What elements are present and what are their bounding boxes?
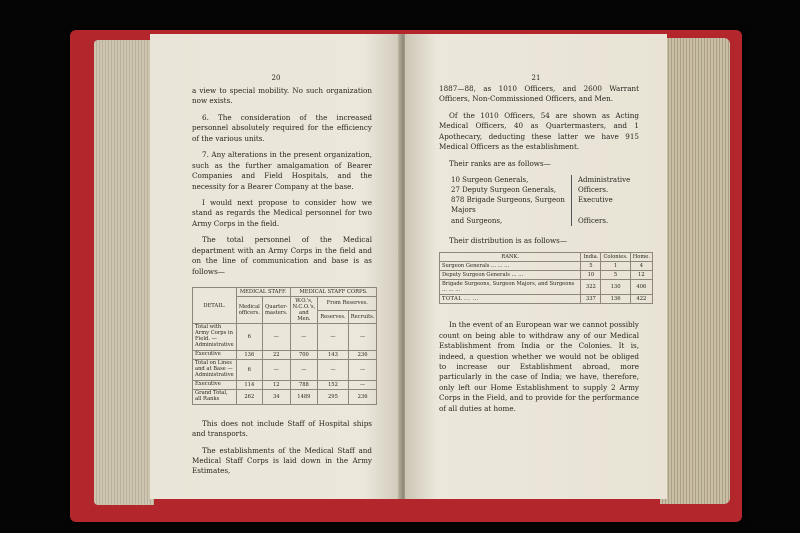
cell: 422 xyxy=(630,295,652,304)
table-row xyxy=(440,271,653,280)
cell: 4 xyxy=(630,262,652,271)
cell: — xyxy=(290,324,318,351)
paragraph: Of the 1010 Officers, 54 are shown as Acting Medical Officers, 40 as Quartermasters, and 1 Apothecary, deducting these latter we have 915 Medical Officers as the establishment. xyxy=(439,110,639,152)
list-item xyxy=(451,195,639,215)
ranks-list xyxy=(451,175,639,226)
row-label: Surgeon Generals ... ... ... xyxy=(440,262,581,271)
row-label: Deputy Surgeon Generals ... ... xyxy=(440,271,581,280)
rank-group: Officers. xyxy=(571,185,608,195)
header-rank: RANK. xyxy=(440,253,581,262)
table-row xyxy=(193,350,377,359)
row-label: Executive xyxy=(193,350,237,359)
rank-group: Officers. xyxy=(571,216,608,226)
rank-group: Executive xyxy=(571,195,613,215)
cell: — xyxy=(318,324,349,351)
paragraph: Their ranks are as follows— xyxy=(449,158,551,168)
cell: 1 xyxy=(601,262,630,271)
cell: 295 xyxy=(318,389,349,404)
cell: 12 xyxy=(630,271,652,280)
cell: 337 xyxy=(581,295,601,304)
paragraph: The total personnel of the Medical department with an Army Corps in the field and on the line of communication and base is as follows— xyxy=(192,235,372,276)
header-medical-staff: MEDICAL STAFF. xyxy=(236,288,290,297)
cell: 788 xyxy=(290,380,318,389)
header-india: India. xyxy=(581,253,601,262)
header-home: Home. xyxy=(630,253,652,262)
cell: 143 xyxy=(318,350,349,359)
header-colonies: Colonies. xyxy=(601,253,630,262)
header-medical-staff-corps: MEDICAL STAFF CORPS. xyxy=(290,288,377,297)
row-label: Total with Army Corps in Field. — Administrative xyxy=(193,324,237,351)
page-number-left: 20 xyxy=(271,74,281,82)
table-row-total xyxy=(440,295,653,304)
cell: — xyxy=(348,359,377,380)
row-label: Executive xyxy=(193,380,237,389)
left-page xyxy=(150,34,402,499)
paragraph: In the event of an European war we cannot possibly count on being able to withdraw any of our Medical Establishment from India or the Colonies. It is, indeed, a question whether we would not be obliged to increase our Establishment abroad, more particularly in the case of India; we have, therefore, only left our Home Establishment to supply 2 Army Corps in the Field, and to provide for the performance of all duties at home. xyxy=(439,320,639,413)
rank-text: and Surgeons, xyxy=(451,216,503,225)
cell: 322 xyxy=(581,280,601,295)
row-label: Brigade Surgeons, Surgeon Majors, and Surgeons ... ... ... xyxy=(440,280,581,295)
table-row xyxy=(193,380,377,389)
cell: 130 xyxy=(601,280,630,295)
page-edges-right xyxy=(660,38,730,504)
cell: 22 xyxy=(262,350,290,359)
cell: 152 xyxy=(318,380,349,389)
header-from-reserves: From Reserves. xyxy=(318,297,377,311)
page-number-right: 21 xyxy=(531,74,541,82)
paragraph: 7. Any alterations in the present organization, such as the further amalgamation of Bearer Companies and Field Hospitals, and the necessity for a Bearer Company at the base. xyxy=(192,150,372,191)
cell: — xyxy=(262,359,290,380)
row-label: Grand Total, all Ranks xyxy=(193,389,237,404)
table-row-total xyxy=(193,389,377,404)
right-page xyxy=(405,34,667,499)
paragraph: This does not include Staff of Hospital ships and transports. xyxy=(192,418,372,439)
header-detail: DETAIL. xyxy=(193,288,237,324)
row-label: Total on Lines and at Base — Administrative xyxy=(193,359,237,380)
paragraph: Their distribution is as follows— xyxy=(449,235,568,245)
cell: 34 xyxy=(262,389,290,404)
cell: 136 xyxy=(236,350,262,359)
rank-text: 878 Brigade Surgeons, Surgeon Majors xyxy=(451,196,565,215)
cell: 136 xyxy=(601,295,630,304)
cell: 406 xyxy=(630,280,652,295)
list-item xyxy=(451,175,639,185)
paragraph: a view to special mobility. No such organization now exists. xyxy=(192,86,372,106)
cell: — xyxy=(348,380,377,389)
header-reserves: Reserves. xyxy=(318,310,349,324)
table-row xyxy=(440,280,653,295)
personnel-table xyxy=(192,287,377,405)
paragraph: I would next propose to consider how we stand as regards the Medical personnel for two Army Corps in the field. xyxy=(192,197,372,228)
cell: — xyxy=(262,324,290,351)
table-row xyxy=(193,359,377,380)
cell: 5 xyxy=(601,271,630,280)
cell: 114 xyxy=(236,380,262,389)
header-quartermasters: Quarter-masters. xyxy=(262,297,290,324)
page-edges-left xyxy=(94,40,154,505)
header-medical-officers: Medical officers. xyxy=(236,297,262,324)
header-recruits: Recruits. xyxy=(348,310,377,324)
row-label: TOTAL ... ... xyxy=(440,295,581,304)
rank-text: 10 Surgeon Generals, xyxy=(451,176,529,185)
list-item xyxy=(451,216,639,226)
cell: 1489 xyxy=(290,389,318,404)
header-wos: W.O.'s, N.C.O.'s, and Men. xyxy=(290,297,318,324)
cell: — xyxy=(318,359,349,380)
cell: 262 xyxy=(236,389,262,404)
cell: 236 xyxy=(348,389,377,404)
table-row xyxy=(193,324,377,351)
paragraph: 6. The consideration of the increased personnel absolutely required for the efficiency of the various units. xyxy=(192,112,372,143)
cell: 700 xyxy=(290,350,318,359)
rank-group: Administrative xyxy=(571,175,630,185)
list-item xyxy=(451,185,639,195)
rank-text: 27 Deputy Surgeon Generals, xyxy=(451,186,557,195)
cell: 6 xyxy=(236,359,262,380)
distribution-table xyxy=(439,252,653,304)
cell: 12 xyxy=(262,380,290,389)
cell: 5 xyxy=(581,262,601,271)
cell: 10 xyxy=(581,271,601,280)
cell: — xyxy=(290,359,318,380)
paragraph: 1887—88, as 1010 Officers, and 2600 Warrant Officers, Non-Commissioned Officers, and Men. xyxy=(439,84,639,104)
paragraph: The establishments of the Medical Staff and Medical Staff Corps is laid down in the Army Estimates, xyxy=(192,445,372,476)
table-row xyxy=(440,262,653,271)
cell: 6 xyxy=(236,324,262,351)
cell: 236 xyxy=(348,350,377,359)
cell: — xyxy=(348,324,377,351)
